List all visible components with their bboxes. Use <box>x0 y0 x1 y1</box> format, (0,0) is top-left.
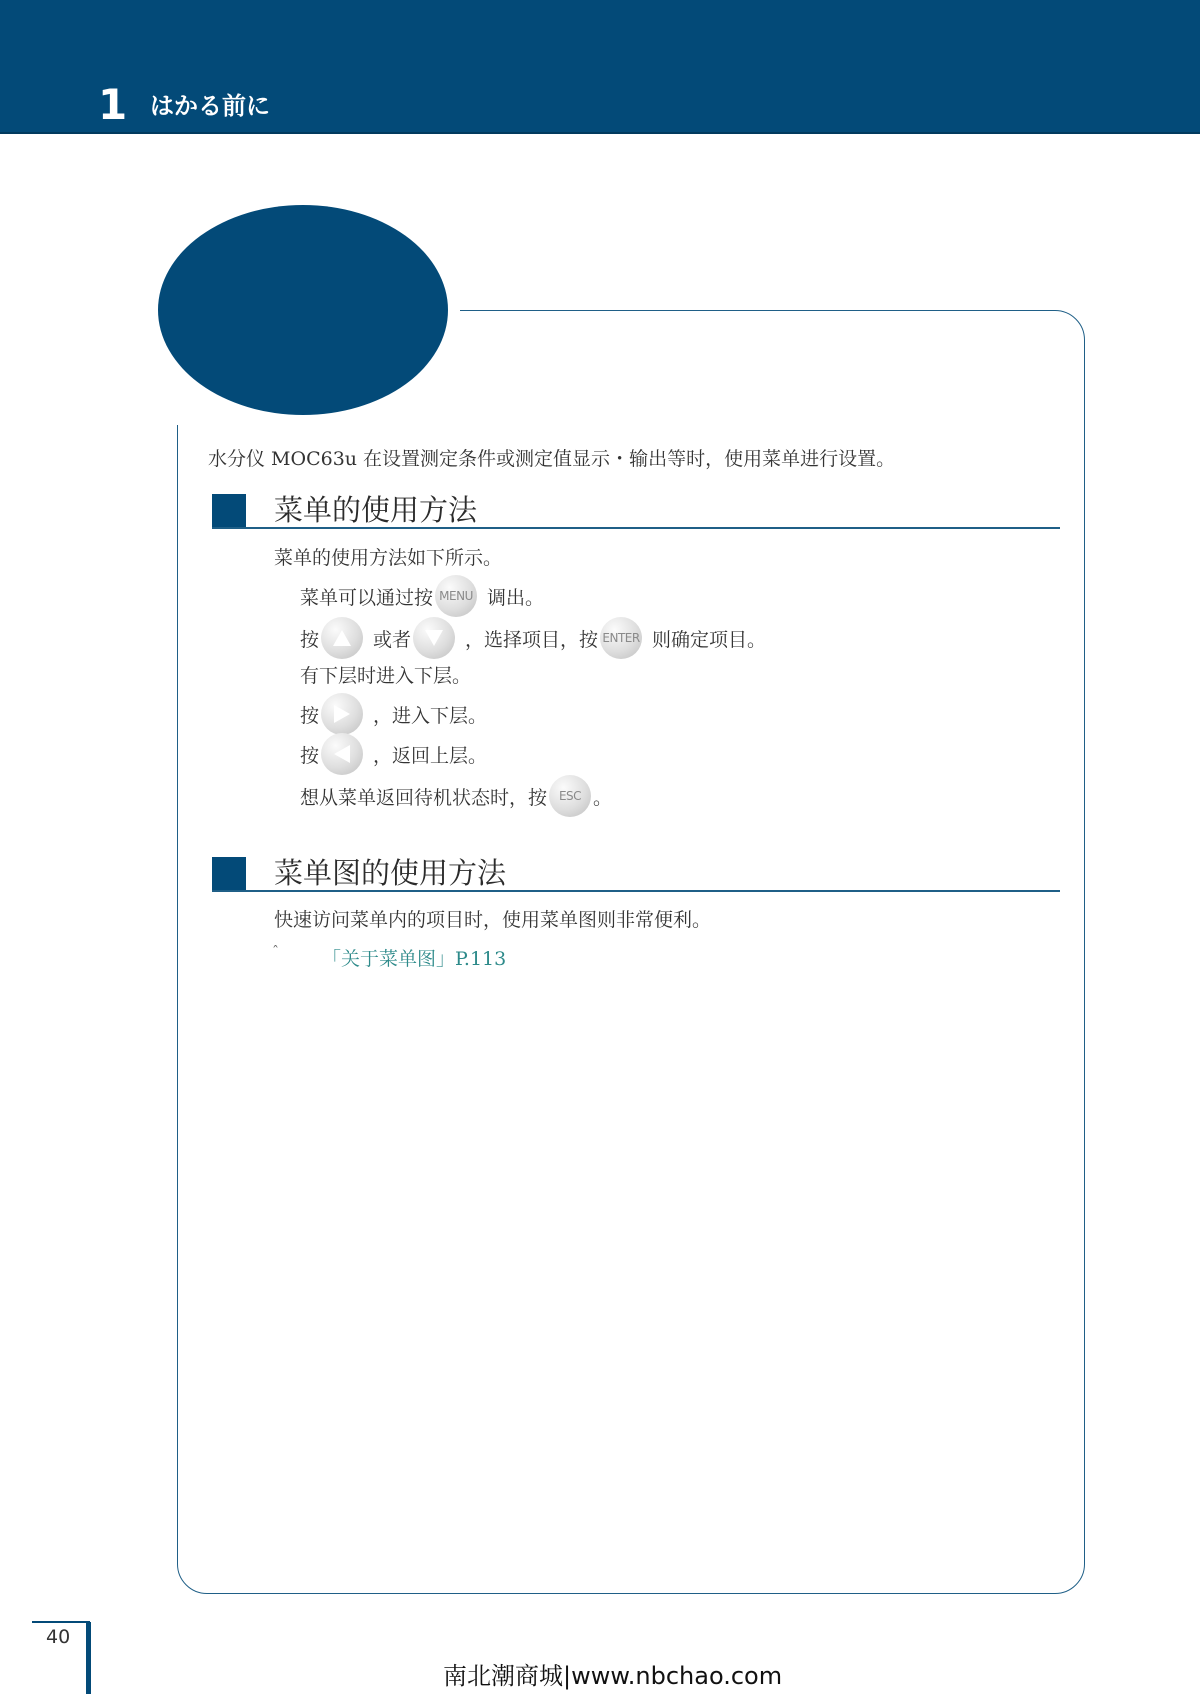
section-title-menu-usage: 菜单的使用方法 <box>274 493 478 527</box>
instruction-menu <box>300 574 544 618</box>
section-marker-square <box>212 494 246 528</box>
reference-marker: ˆ <box>272 944 279 960</box>
menu-key-icon <box>435 575 477 617</box>
instruction-sublevel <box>300 652 471 696</box>
chapter-title: はかる前に <box>150 92 270 120</box>
instruction-text: ，返回上层。 <box>373 744 488 767</box>
section-title-menu-map: 菜单图的使用方法 <box>274 856 507 890</box>
instruction-text: 想从菜单返回待机状态时，按 <box>300 786 548 809</box>
instruction-text: 有下层时进入下层。 <box>300 664 472 687</box>
instruction-enter-sublevel <box>300 692 487 736</box>
decorative-oval <box>158 205 448 415</box>
instruction-esc <box>300 774 612 818</box>
instruction-text: ，选择项目，按 <box>465 628 599 651</box>
menu-map-reference-link[interactable]: 「关于菜单图」P.113 <box>322 948 507 970</box>
chapter-number: 1 <box>98 80 128 129</box>
watermark-text: 南北潮商城|www.nbchao.com <box>443 1662 783 1690</box>
section1-lead <box>274 534 502 578</box>
instruction-text: 或者 <box>373 628 412 651</box>
section2-lead <box>274 896 711 940</box>
section-rule <box>212 527 1060 529</box>
page-number-bar <box>86 1622 91 1694</box>
intro-text: 水分仪 MOC63u 在设置测定条件或测定值显示・输出等时，使用菜单进行设置。 <box>208 448 896 470</box>
instruction-back <box>300 732 487 776</box>
instruction-text: 调出。 <box>487 586 545 609</box>
page-number-rule <box>32 1621 90 1623</box>
header-divider <box>0 132 1200 134</box>
instruction-text: 菜单可以通过按 <box>300 586 434 609</box>
instruction-text: 按 <box>300 628 320 651</box>
instruction-text: 按 <box>300 704 320 727</box>
esc-key-label: ESC <box>558 789 582 803</box>
instruction-text: 则确定项目。 <box>652 628 767 651</box>
section2-lead-text: 快速访问菜单内的项目时，使用菜单图则非常便利。 <box>274 908 712 931</box>
instruction-text: ，进入下层。 <box>373 704 488 727</box>
enter-key-label: ENTER <box>602 631 640 645</box>
page-number: 40 <box>46 1626 71 1648</box>
section-marker-square <box>212 857 246 891</box>
esc-key-icon <box>549 775 591 817</box>
instruction-text: 按 <box>300 744 320 767</box>
section-rule <box>212 890 1060 892</box>
section1-lead-text: 菜单的使用方法如下所示。 <box>274 546 503 569</box>
right-arrow-key-icon <box>321 693 363 735</box>
instruction-text: 。 <box>593 786 613 809</box>
enter-key-icon <box>600 617 642 659</box>
left-arrow-key-icon <box>321 733 363 775</box>
menu-key-label: MENU <box>439 589 473 603</box>
